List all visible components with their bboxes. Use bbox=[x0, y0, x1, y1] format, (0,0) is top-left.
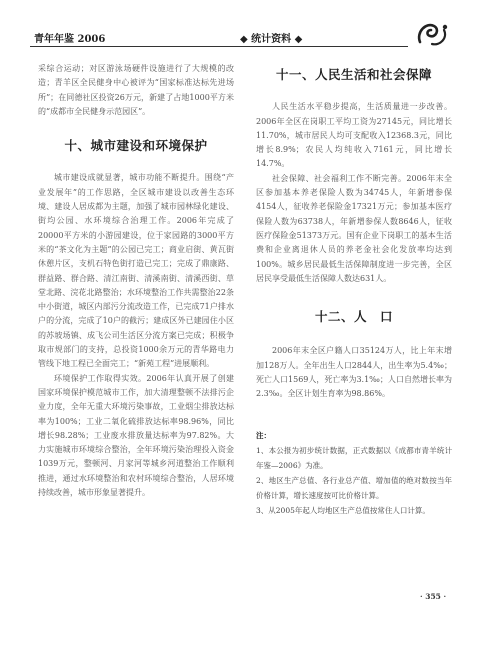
paragraph-social-security: 社会保障、社会福利工作不断完善。2006年末全区参加基本养老保险人数为34745人，年新增参保4154人，征收养老保险金17321万元；参加基本医疗保险人数为63738人，年新增参保人数8646人，征收医疗保险金51373万元。国有企业下岗职工的基本生活费和企业离退休人员的养老金社会化发放率均达到100%。城乡居民最低生活保障制度进一步完善，全区居民享受最低生活保障人数达631人。 bbox=[256, 173, 452, 283]
intro-paragraph: 采综合运动；对区游泳场硬件设施进行了大规模的改造；青羊区全民健身中心被评为“国家标准达标先进场所”；在同德社区投资26万元，新建了占地1000平方米的“成都市全民健身示范园区”。 bbox=[38, 64, 234, 116]
note-item: 3、从2005年起人均地区生产总值按常住人口计算。 bbox=[256, 505, 430, 515]
section-label: ◆ 统计资料 ◆ bbox=[240, 34, 303, 45]
notes-block bbox=[256, 428, 452, 518]
note-item: 1、本公报为初步统计数据，正式数据以《成都市青羊统计年鉴—2006》为准。 bbox=[256, 445, 452, 470]
left-column bbox=[38, 62, 234, 500]
section-heading-living-standards: 十一、人民生活和社会保障 bbox=[275, 67, 432, 82]
notes-title: 注： bbox=[256, 430, 271, 440]
right-column bbox=[256, 62, 452, 518]
section-heading-population: 十二、人 口 bbox=[314, 309, 393, 325]
section-heading-urban-construction: 十、城市建设和环境保护 bbox=[64, 138, 208, 154]
decorative-swirl-icon bbox=[414, 20, 450, 48]
paragraph-population: 2006年末全区户籍人口35124万人，比上年末增加128万人。全年出生人口2844人，出生率为5.4‰；死亡人口1569人，死亡率为3.1‰；人口自然增长率为2.3‰。全区计划生育率为98.86%。 bbox=[256, 346, 452, 399]
paragraph-urban-construction: 城市建设成就显著，城市功能不断提升。围绕“产业发展年”的工作思路，全区城市建设以改善生态环境、建设人居成都为主题，加强了城市园林绿化建设、街均公园、水环境综合治理工作。2006年完成了20000平方米的小游园建设，位于家园路的3000平方米的“茶文化为主题”的公园已完工；商业启街、黄瓦街休憩片区，支机石特色街打造已完工；完成了鼎康路、群益路、群合路、清江南街、清溪南街、清溪西街、草堂北路、浣花北路整治；水环境整治工作共需整治22条中小街道，城区内部污分流改造工作，已完成71户排水户的分流，完成了10户的截污；建成区外已建园住小区的苏坡场镇、成飞公司生活区分流方案已完成；积极争取市规部门的支持，总投资1000余万元的青华路电力管线下地工程已全面完工；“新苑工程”进展顺利。 bbox=[38, 173, 234, 369]
page-number: · 355 · bbox=[420, 592, 447, 601]
paragraph-income: 人民生活水平稳步提高，生活质量进一步改善。2006年全区在岗职工平均工资为27145元，同比增长11.70%，城市居民人均可支配收入12368.3元，同比增长8.9%；农民人均纯收入7161元，同比增长14.7%。 bbox=[256, 102, 452, 169]
header-rule bbox=[30, 46, 408, 47]
note-item: 2、地区生产总值、各行业总产值、增加值的绝对数按当年价格计算，增长速度按可比价格计算。 bbox=[256, 475, 452, 500]
running-header bbox=[30, 26, 450, 50]
book-title: 青年年鉴 2006 bbox=[34, 34, 106, 45]
paragraph-environment: 环境保护工作取得实效。2006年认真开展了创建国家环境保护模范城市工作，加大清理整顿不法排污企业力度，全年无重大环境污染事故，工业烟尘排放达标率为100%；工业二氧化硫排放达标率98.96%，同比增长98.28%；工业废水排放量达标率为97.82%。大力实施城市环境综合整治，全年环境污染治理投入资金1039万元，整顿河、月家河等城乡河道整治工作顺利推进，通过水环境整治和农村环境综合整治，人居环境持续改善，城市形象显著提升。 bbox=[38, 373, 234, 498]
